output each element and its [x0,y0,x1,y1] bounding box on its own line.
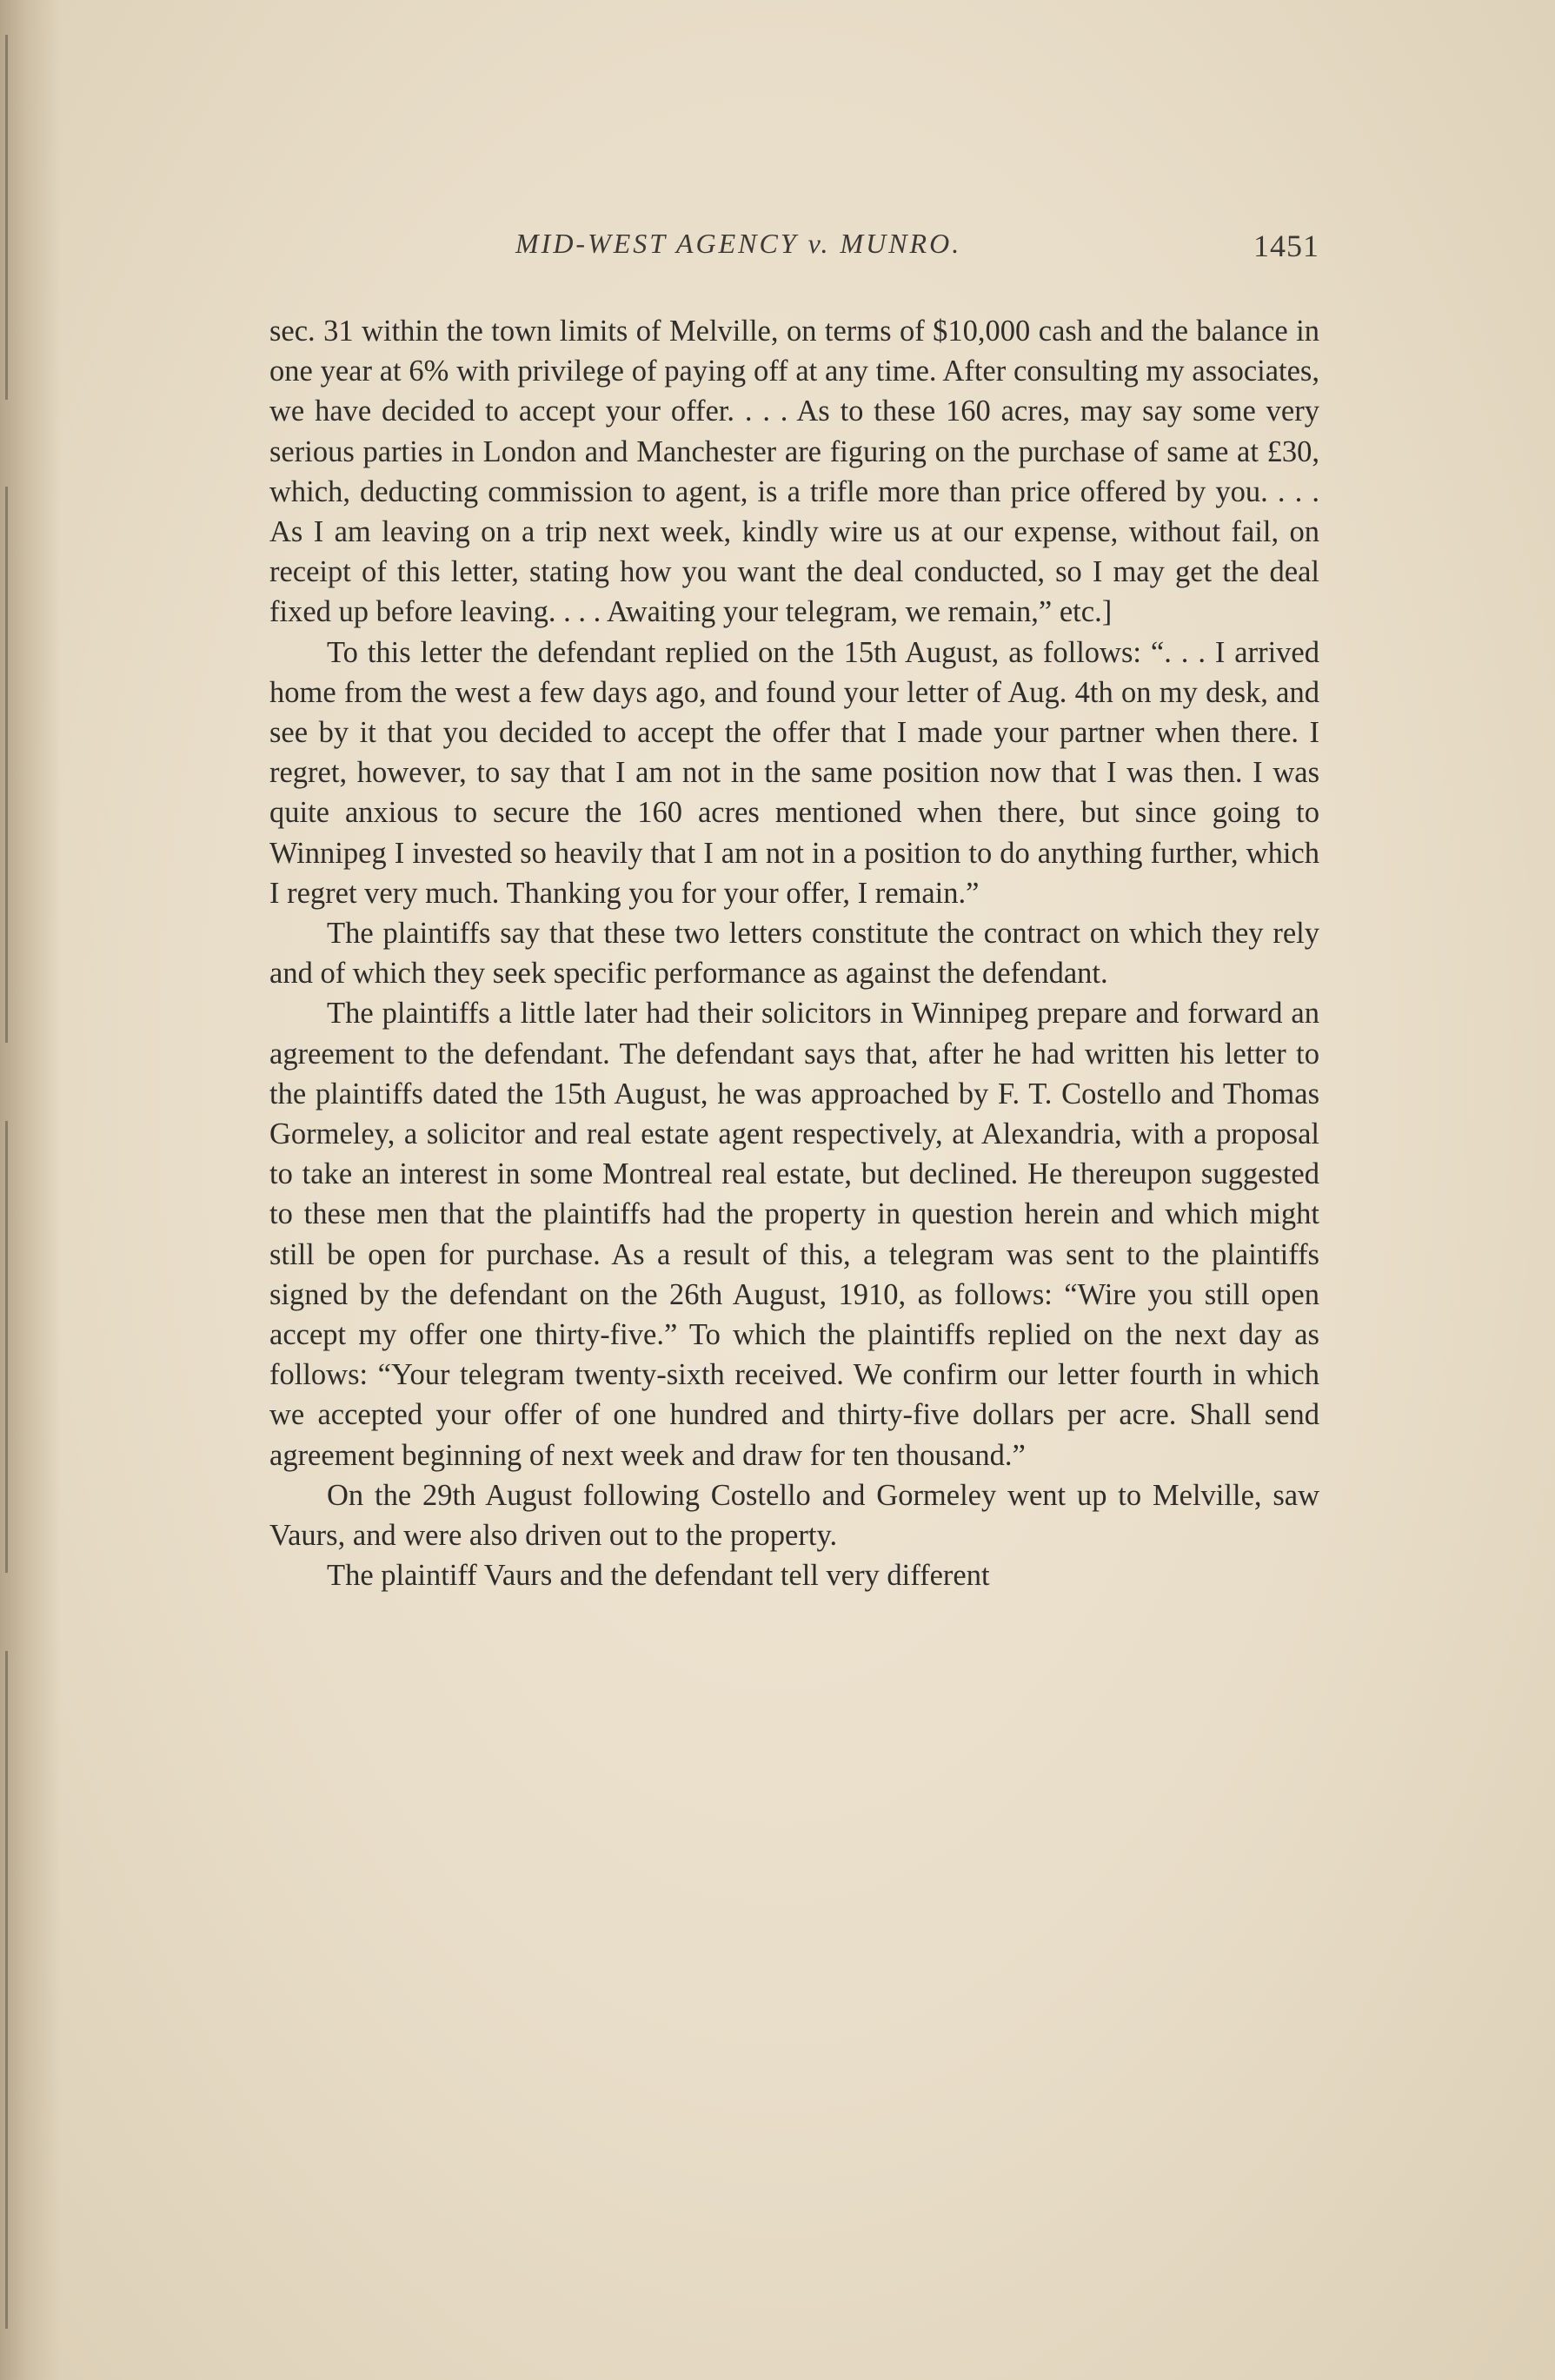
body-text [269,311,1319,1596]
binding-edge-line [5,35,8,400]
paragraph-continued-letter: sec. 31 within the town limits of Melville, on terms of $10,000 cash and the balance in one year at 6% with privilege of paying off at any time. After consulting my associates, we have decided to accept your offer. . . . As to these 160 acres, may say some very serious parties in London and Manchester are figuring on the purchase of same at £30, which, deducting commission to agent, is a trifle more than price offered by you. . . . As I am leaving on a trip next week, kindly wire us at our expense, without fail, on receipt of this letter, stating how you want the deal conducted, so I may get the deal fixed up before leaving. . . . Awaiting your telegram, we remain,” etc.] [269,315,1319,629]
paragraph-defendant-reply: To this letter the defendant replied on the 15th August, as follows: “. . . I arrived home from the west a few days ago, and found your letter of Aug. 4th on my desk, and see by it that you decided to accept the offer that I made your partner when there. I regret, however, to say that I am not in the same position now that I was then. I was quite anxious to secure the 160 acres mentioned when there, but since going to Winnipeg I invested so heavily that I am not in a position to do anything further, which I regret very much. Thanking you for your offer, I remain.” [269,635,1319,910]
binding-edge-line [5,487,8,1043]
running-head: MID-WEST AGENCY v. MUNRO. [515,228,962,259]
binding-gutter [0,0,61,2380]
paragraph-melville-visit: On the 29th August following Costello and Gormeley went up to Melville, saw Vaurs, and were also driven out to the property. [269,1478,1319,1553]
binding-edge-line [5,1121,8,1573]
page-number: 1451 [1253,229,1319,263]
paragraph-agreement-telegrams: The plaintiffs a little later had their solicitors in Winnipeg prepare and forward an agreement to the defendant. The defendant says that, after he had written his letter to the plaintiffs dated the 15th August, he was approached by F. T. Costello and Thomas Gormeley, a solicitor and real estate agent respectively, at Alexandria, with a proposal to take an interest in some Montreal real estate, but declined. He thereupon suggested to these men that the plaintiffs had the property in question herein and which might still be open for purchase. As a result of this, a telegram was sent to the plaintiffs signed by the defendant on the 26th August, 1910, as follows: “Wire you still open accept my offer one thirty-five.” To which the plaintiffs replied on the next day as follows: “Your telegram twenty-sixth received. We confirm our letter fourth in which we accepted your offer of one hundred and thirty-five dollars per acre. Shall send agreement beginning of next week and draw for ten thousand.” [269,997,1319,1472]
page-header [274,228,1319,269]
paragraph-contract-claim: The plaintiffs say that these two letters constitute the contract on which they rely and of which they seek specific performance as against the defendant. [269,917,1319,991]
binding-edge-line [5,1651,8,2329]
paragraph-differing-accounts: The plaintiff Vaurs and the defendant tell very different [327,1559,990,1593]
